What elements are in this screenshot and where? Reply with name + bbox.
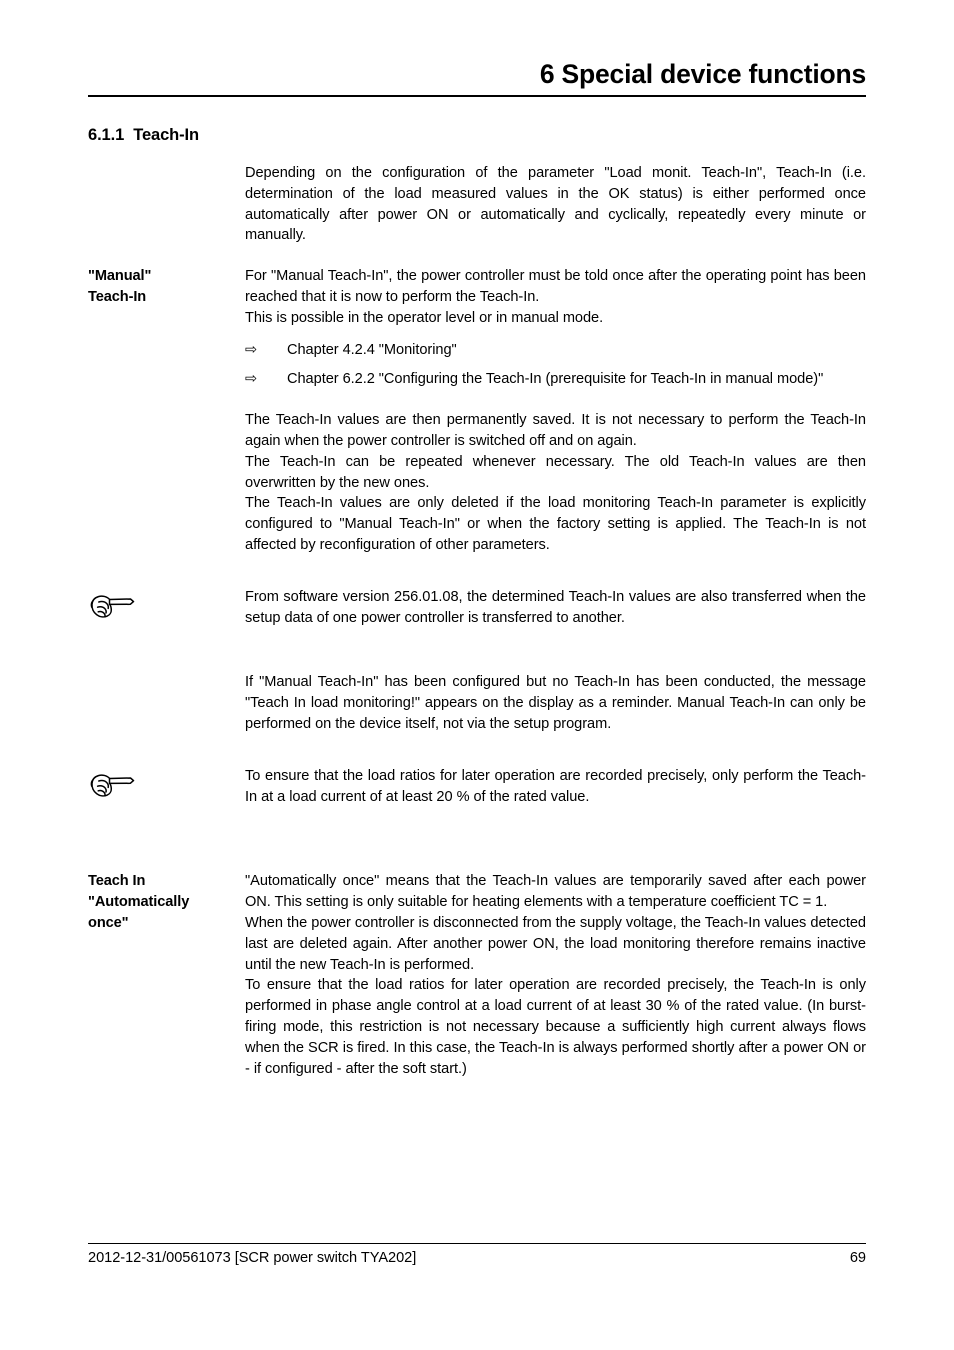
section-number: 6.1.1 <box>88 126 125 144</box>
cross-reference-label: Chapter 6.2.2 "Configuring the Teach-In (prerequisite for Teach-In in manual mode)" <box>287 371 824 388</box>
body-note-plain <box>245 672 866 734</box>
page-header <box>88 60 866 97</box>
paragraph-auto-3: To ensure that the load ratios for later operation are recorded precisely, the Teach-In is only performed in phase angle control at a load current of at least 30 % of the rated value. (In burst-firing mode, this restriction is not necessary because a sufficiently high current always flows when the SCR is fired. In this case, the Teach-In is always performed shortly after a power ON or - if configured - after the soft start.) <box>245 977 866 1077</box>
paragraph-note-2: To ensure that the load ratios for later operation are recorded precisely, only perform the Teach-In at a load current of at least 20 % of the rated value. <box>245 767 866 805</box>
side-label-auto-line2: "Automatically <box>88 894 190 911</box>
block-note-load-ratios <box>88 766 866 808</box>
header-divider <box>88 95 866 97</box>
footer-divider <box>88 1243 866 1244</box>
paragraph-manual-1: For "Manual Teach-In", the power controller must be told once after the operating point has been reached that it is now to perform the Teach-In. <box>245 268 866 305</box>
chapter-title: 6 Special device functions <box>539 59 866 89</box>
paragraph-manual-2: This is possible in the operator level or in manual mode. <box>245 309 604 326</box>
paragraph-manual-3: The Teach-In values are then permanently saved. It is not necessary to perform the Teach-In again when the power controller is switched off and on again. <box>245 412 866 449</box>
block-automatically-once <box>88 871 866 1079</box>
gutter-auto-once <box>88 871 238 933</box>
side-label-manual-line2: Teach-In <box>88 288 147 305</box>
gutter-manual <box>88 266 238 308</box>
gutter-note-2 <box>88 766 238 803</box>
side-label-manual-line1: "Manual" <box>88 268 152 285</box>
paragraph-auto-1: "Automatically once" means that the Teach-In values are temporarily saved after each power ON. This setting is only suitable for heating elements with a temperature coefficient TC = 1. <box>245 873 866 911</box>
gutter-note-1 <box>88 587 238 624</box>
paragraph-intro: Depending on the configuration of the parameter "Load monit. Teach-In", Teach-In (i.e. determination of the load measured values in the OK status) is either performed once automatically after power ON or automatically and cyclically, repeatedly every minute or manually. <box>245 165 866 244</box>
section-heading <box>88 126 199 145</box>
footer-row <box>88 1250 866 1266</box>
body-auto-once <box>245 871 866 1079</box>
page-footer <box>88 1243 866 1266</box>
pointing-hand-note-icon <box>89 769 135 803</box>
spacer <box>88 246 866 266</box>
cross-reference-label: Chapter 4.2.4 "Monitoring" <box>287 341 457 358</box>
block-note-manual-message <box>88 672 866 734</box>
pointing-hand-note-icon <box>89 590 135 624</box>
rightwards-hollow-arrow-icon: ⇨ <box>245 371 258 388</box>
footer-page-number: 69 <box>849 1250 866 1266</box>
paragraph-manual-4: The Teach-In can be repeated whenever necessary. The old Teach-In values are then overwritten by the new ones. <box>245 453 866 491</box>
spacer <box>88 807 866 851</box>
block-manual-teach-in <box>88 266 866 556</box>
spacer <box>245 329 866 340</box>
section-title: Teach-In <box>133 126 200 144</box>
body-intro <box>245 163 866 246</box>
body-note-2 <box>245 766 866 808</box>
page-content <box>88 163 866 1079</box>
paragraph-note-plain: If "Manual Teach-In" has been configured but no Teach-In has been conducted, the message "Teach In load monitoring!" appears on the display as a reminder. Manual Teach-In can only be performed on the device itself, not via the setup program. <box>245 674 866 732</box>
side-label-auto-line1: Teach In <box>88 873 146 890</box>
paragraph-manual-5: The Teach-In values are only deleted if the load monitoring Teach-In parameter is explicitly configured to "Manual Teach-In" or when the factory setting is applied. The Teach-In is not affected by reconfiguration of other parameters. <box>245 495 866 553</box>
side-label-auto-line3: once" <box>88 914 129 931</box>
spacer <box>88 556 866 587</box>
footer-document-id: 2012-12-31/00561073 [SCR power switch TYA202] <box>88 1250 417 1266</box>
list-item[interactable] <box>245 340 866 361</box>
block-note-software-version <box>88 587 866 629</box>
spacer <box>88 735 866 766</box>
block-intro <box>88 163 866 246</box>
rightwards-hollow-arrow-icon: ⇨ <box>245 341 258 358</box>
list-item[interactable] <box>245 369 866 390</box>
spacer <box>88 851 866 871</box>
cross-reference-list <box>245 340 866 391</box>
paragraph-auto-2: When the power controller is disconnected from the supply voltage, the Teach-In values detected last are deleted again. After another power ON, the load monitoring therefore remains inactive until the new Teach-In is performed. <box>245 914 866 973</box>
spacer <box>245 390 866 410</box>
body-manual <box>245 266 866 556</box>
paragraph-note-1: From software version 256.01.08, the determined Teach-In values are also transferred when the setup data of one power controller is transferred to another. <box>245 588 866 626</box>
body-note-1 <box>245 587 866 629</box>
spacer <box>88 628 866 672</box>
